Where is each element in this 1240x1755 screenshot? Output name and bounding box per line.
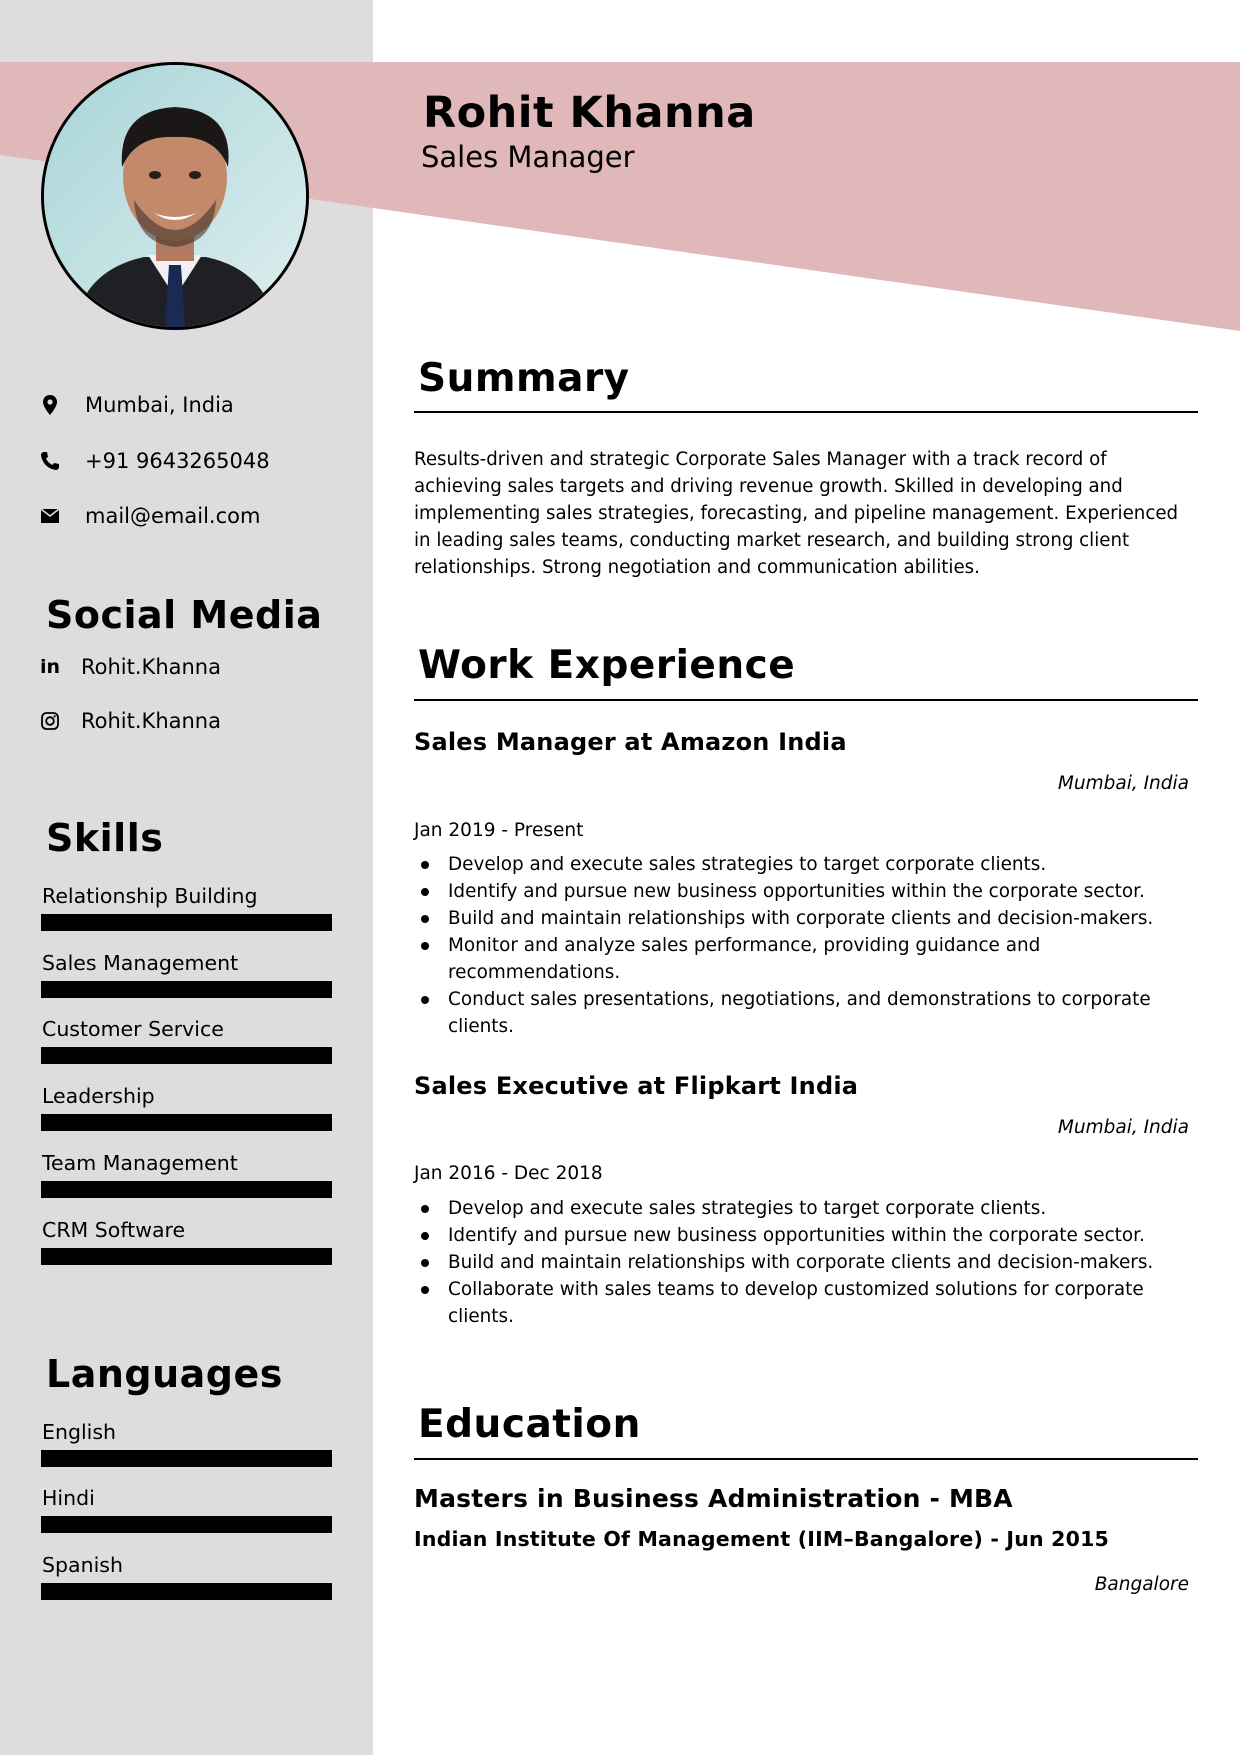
skill-bar	[41, 1248, 332, 1265]
job-bullets	[414, 851, 1204, 1040]
candidate-title: Sales Manager	[421, 140, 635, 174]
summary-divider	[414, 411, 1198, 413]
job-location: Mumbai, India	[1057, 773, 1189, 794]
skill-bar	[41, 1181, 332, 1198]
language-bar	[41, 1450, 332, 1467]
job-dates: Jan 2019 - Present	[414, 820, 584, 841]
bullet-item: Develop and execute sales strategies to target corporate clients.	[414, 1195, 1204, 1222]
job-bullets	[414, 1195, 1204, 1330]
contact-phone[interactable]	[38, 446, 270, 476]
bullet-item: Identify and pursue new business opportunities within the corporate sector.	[414, 878, 1204, 905]
skill-label: Leadership	[42, 1084, 155, 1108]
contact-location-text: Mumbai, India	[85, 393, 234, 417]
language-bar	[41, 1583, 332, 1600]
education-heading: Education	[418, 1402, 641, 1447]
degree-title: Masters in Business Administration - MBA	[414, 1484, 1013, 1513]
skill-bar	[41, 981, 332, 998]
skill-label: CRM Software	[42, 1218, 186, 1242]
phone-icon	[38, 449, 62, 473]
candidate-name: Rohit Khanna	[423, 88, 756, 138]
bullet-item: Develop and execute sales strategies to target corporate clients.	[414, 851, 1204, 878]
profile-photo	[41, 62, 309, 330]
mail-icon	[38, 504, 62, 528]
skill-bar	[41, 914, 332, 931]
bullet-item: Identify and pursue new business opportunities within the corporate sector.	[414, 1222, 1204, 1249]
social-instagram-text: Rohit.Khanna	[81, 709, 221, 733]
social-instagram[interactable]	[38, 706, 221, 736]
job-title: Sales Executive at Flipkart India	[414, 1072, 859, 1100]
language-label: English	[42, 1420, 117, 1444]
bullet-item: Monitor and analyze sales performance, providing guidance and recommendations.	[414, 932, 1204, 986]
instagram-icon	[38, 709, 62, 733]
bullet-item: Conduct sales presentations, negotiations, and demonstrations to corporate clients.	[414, 986, 1204, 1040]
social-media-heading: Social Media	[46, 593, 323, 637]
skill-label: Customer Service	[42, 1017, 224, 1041]
bullet-item: Collaborate with sales teams to develop customized solutions for corporate clients.	[414, 1276, 1204, 1330]
language-label: Hindi	[42, 1486, 95, 1510]
language-bar	[41, 1516, 332, 1533]
skill-bar	[41, 1114, 332, 1131]
job-location: Mumbai, India	[1057, 1117, 1189, 1138]
school-location: Bangalore	[1094, 1574, 1189, 1595]
linkedin-icon: in	[39, 656, 61, 678]
bullet-item: Build and maintain relationships with corporate clients and decision-makers.	[414, 1249, 1204, 1276]
summary-heading: Summary	[418, 356, 630, 401]
bullet-item: Build and maintain relationships with corporate clients and decision-makers.	[414, 905, 1204, 932]
language-label: Spanish	[42, 1553, 123, 1577]
contact-phone-text: +91 9643265048	[85, 449, 270, 473]
contact-email[interactable]	[38, 501, 261, 531]
school-name: Indian Institute Of Management (IIM–Bangalore) - Jun 2015	[414, 1527, 1110, 1551]
skill-label: Team Management	[42, 1151, 238, 1175]
job-dates: Jan 2016 - Dec 2018	[414, 1163, 603, 1184]
skill-bar	[41, 1047, 332, 1064]
job-title: Sales Manager at Amazon India	[414, 728, 847, 756]
skill-label: Sales Management	[42, 951, 239, 975]
contact-email-text: mail@email.com	[85, 504, 261, 528]
location-icon	[38, 393, 62, 417]
social-linkedin[interactable]	[38, 652, 221, 682]
social-linkedin-text: Rohit.Khanna	[81, 655, 221, 679]
skills-heading: Skills	[46, 816, 164, 860]
work-experience-divider	[414, 699, 1198, 701]
work-experience-heading: Work Experience	[418, 643, 796, 688]
skill-label: Relationship Building	[42, 884, 258, 908]
summary-text: Results-driven and strategic Corporate Sales Manager with a track record of achieving sales targets and driving revenue growth. Skilled in developing and implementing sales strategies, forecasting, and pipeline management. Experienced in leading sales teams, conducting market research, and building strong client relationships. Strong negotiation and communication abilities.	[414, 449, 1179, 578]
contact-location	[38, 390, 234, 420]
languages-heading: Languages	[46, 1352, 283, 1396]
education-divider	[414, 1458, 1198, 1460]
